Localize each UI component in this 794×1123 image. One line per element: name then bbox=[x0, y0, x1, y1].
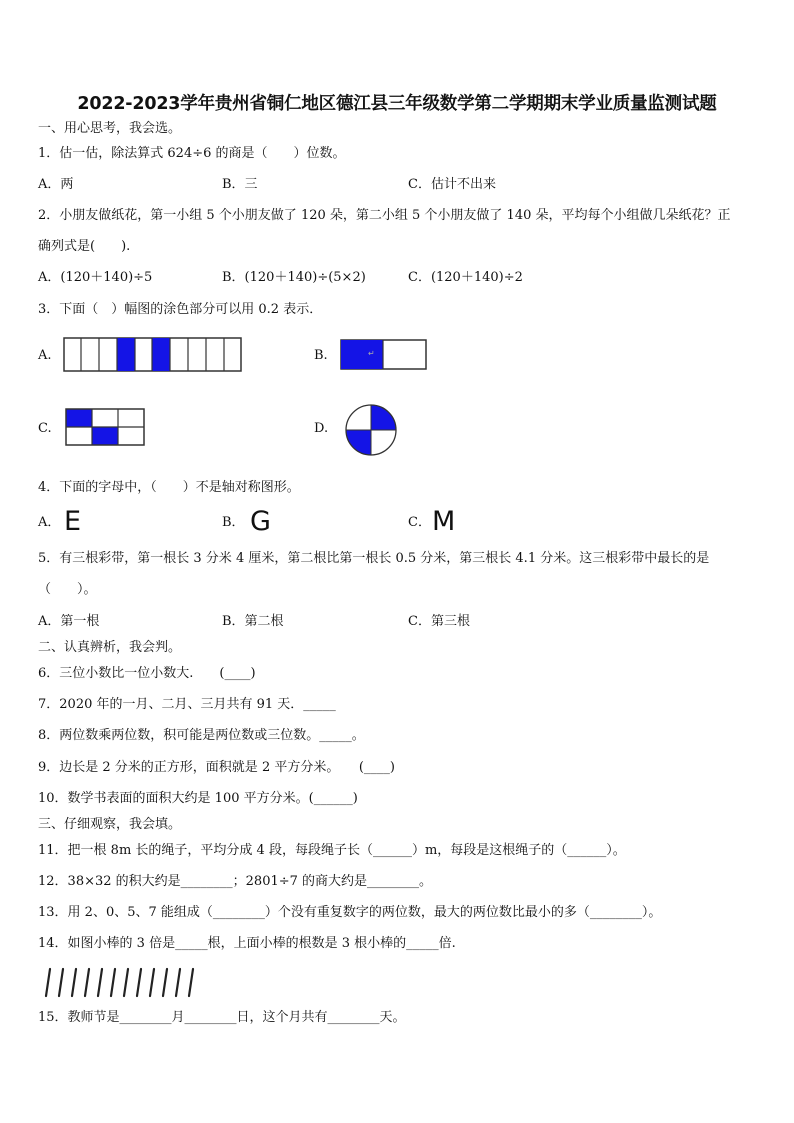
q1-option-a: A．两 bbox=[38, 177, 74, 192]
question-6: 6．三位小数比一位小数大. (____) bbox=[38, 666, 256, 681]
q4-letter-e: E bbox=[64, 506, 82, 537]
q4-option-c-label: C． bbox=[408, 515, 431, 530]
q2-option-b: B．(120＋140)÷(5×2) bbox=[222, 270, 366, 285]
question-7: 7．2020 年的一月、二月、三月共有 91 天．_____ bbox=[38, 697, 336, 712]
q14-sticks-figure bbox=[40, 967, 200, 999]
bar-b-mark: ↵ bbox=[368, 349, 375, 358]
question-5-line2: （ ）。 bbox=[38, 582, 97, 597]
question-3: 3．下面（ ）幅图的涂色部分可以用 0.2 表示． bbox=[38, 302, 323, 317]
q5-option-c: C．第三根 bbox=[408, 614, 470, 629]
question-13: 13．用 2、0、5、7 能组成（________）个没有重复数字的两位数，最大的两位数比最小的多（________）。 bbox=[38, 905, 662, 920]
q3-option-b-label: B. bbox=[314, 348, 328, 363]
question-14: 14．如图小棒的 3 倍是_____根，上面小棒的根数是 3 根小棒的_____倍. bbox=[38, 936, 456, 951]
question-1: 1．估一估，除法算式 624÷6 的商是（ ）位数。 bbox=[38, 146, 346, 161]
q4-letter-g: G bbox=[250, 506, 271, 537]
bar-b-shaded-part bbox=[341, 340, 383, 369]
question-15: 15．教师节是________月________日，这个月共有________天。 bbox=[38, 1010, 406, 1025]
question-5-line1: 5．有三根彩带，第一根长 3 分米 4 厘米，第二根比第一根长 0.5 分米，第三根长 4.1 分米。这三根彩带中最长的是 bbox=[38, 551, 710, 566]
section-2-heading: 二、认真辨析，我会判。 bbox=[38, 640, 182, 655]
q1-option-b: B．三 bbox=[222, 177, 258, 192]
section-1-heading: 一、用心思考，我会选。 bbox=[38, 121, 182, 136]
question-8: 8．两位数乘两位数，积可能是两位数或三位数。_____。 bbox=[38, 728, 365, 743]
q3-option-a-label: A. bbox=[38, 348, 52, 363]
grid-c-shaded-bottom-middle bbox=[92, 427, 118, 445]
q2-option-a: A．(120＋140)÷5 bbox=[38, 270, 153, 285]
question-9: 9．边长是 2 分米的正方形，面积就是 2 平方分米。 (____) bbox=[38, 760, 395, 775]
q3-option-c-label: C. bbox=[38, 421, 52, 436]
question-11: 11．把一根 8m 长的绳子，平均分成 4 段，每段绳子长（______）m，每段是这根绳子的（______）。 bbox=[38, 843, 626, 858]
q5-option-b: B．第二根 bbox=[222, 614, 284, 629]
question-12: 12．38×32 的积大约是________；2801÷7 的商大约是________。 bbox=[38, 874, 433, 889]
q3-option-d-label: D. bbox=[314, 421, 329, 436]
q5-option-a: A．第一根 bbox=[38, 614, 100, 629]
q3-figure-b-bar bbox=[340, 339, 428, 371]
strip-a-shaded-cell-2 bbox=[152, 338, 170, 371]
q4-option-b-label: B． bbox=[222, 515, 245, 530]
q2-option-c: C．(120＋140)÷2 bbox=[408, 270, 523, 285]
page-title: 2022-2023学年贵州省铜仁地区德江县三年级数学第二学期期末学业质量监测试题 bbox=[77, 94, 717, 114]
q4-option-a-label: A． bbox=[38, 515, 61, 530]
sticks-group bbox=[46, 969, 193, 996]
q4-letter-m: M bbox=[432, 506, 456, 537]
q1-option-c: C．估计不出来 bbox=[408, 177, 496, 192]
question-2-line1: 2．小朋友做纸花，第一小组 5 个小朋友做了 120 朵，第二小组 5 个小朋友做了 140 朵，平均每个小组做几朵纸花？正 bbox=[38, 208, 731, 223]
q3-figure-a-strip bbox=[63, 337, 243, 373]
q3-figure-c-grid bbox=[65, 408, 147, 448]
q3-figure-d-circle bbox=[343, 401, 399, 459]
section-3-heading: 三、仔细观察，我会填。 bbox=[38, 817, 182, 832]
grid-c-shaded-top-left bbox=[66, 409, 92, 427]
question-4: 4．下面的字母中，（ ）不是轴对称图形。 bbox=[38, 480, 300, 495]
question-10: 10．数学书表面的面积大约是 100 平方分米。(______) bbox=[38, 791, 358, 806]
strip-a-shaded-cell-1 bbox=[117, 338, 135, 371]
question-2-line2: 确列式是( ). bbox=[38, 239, 131, 254]
